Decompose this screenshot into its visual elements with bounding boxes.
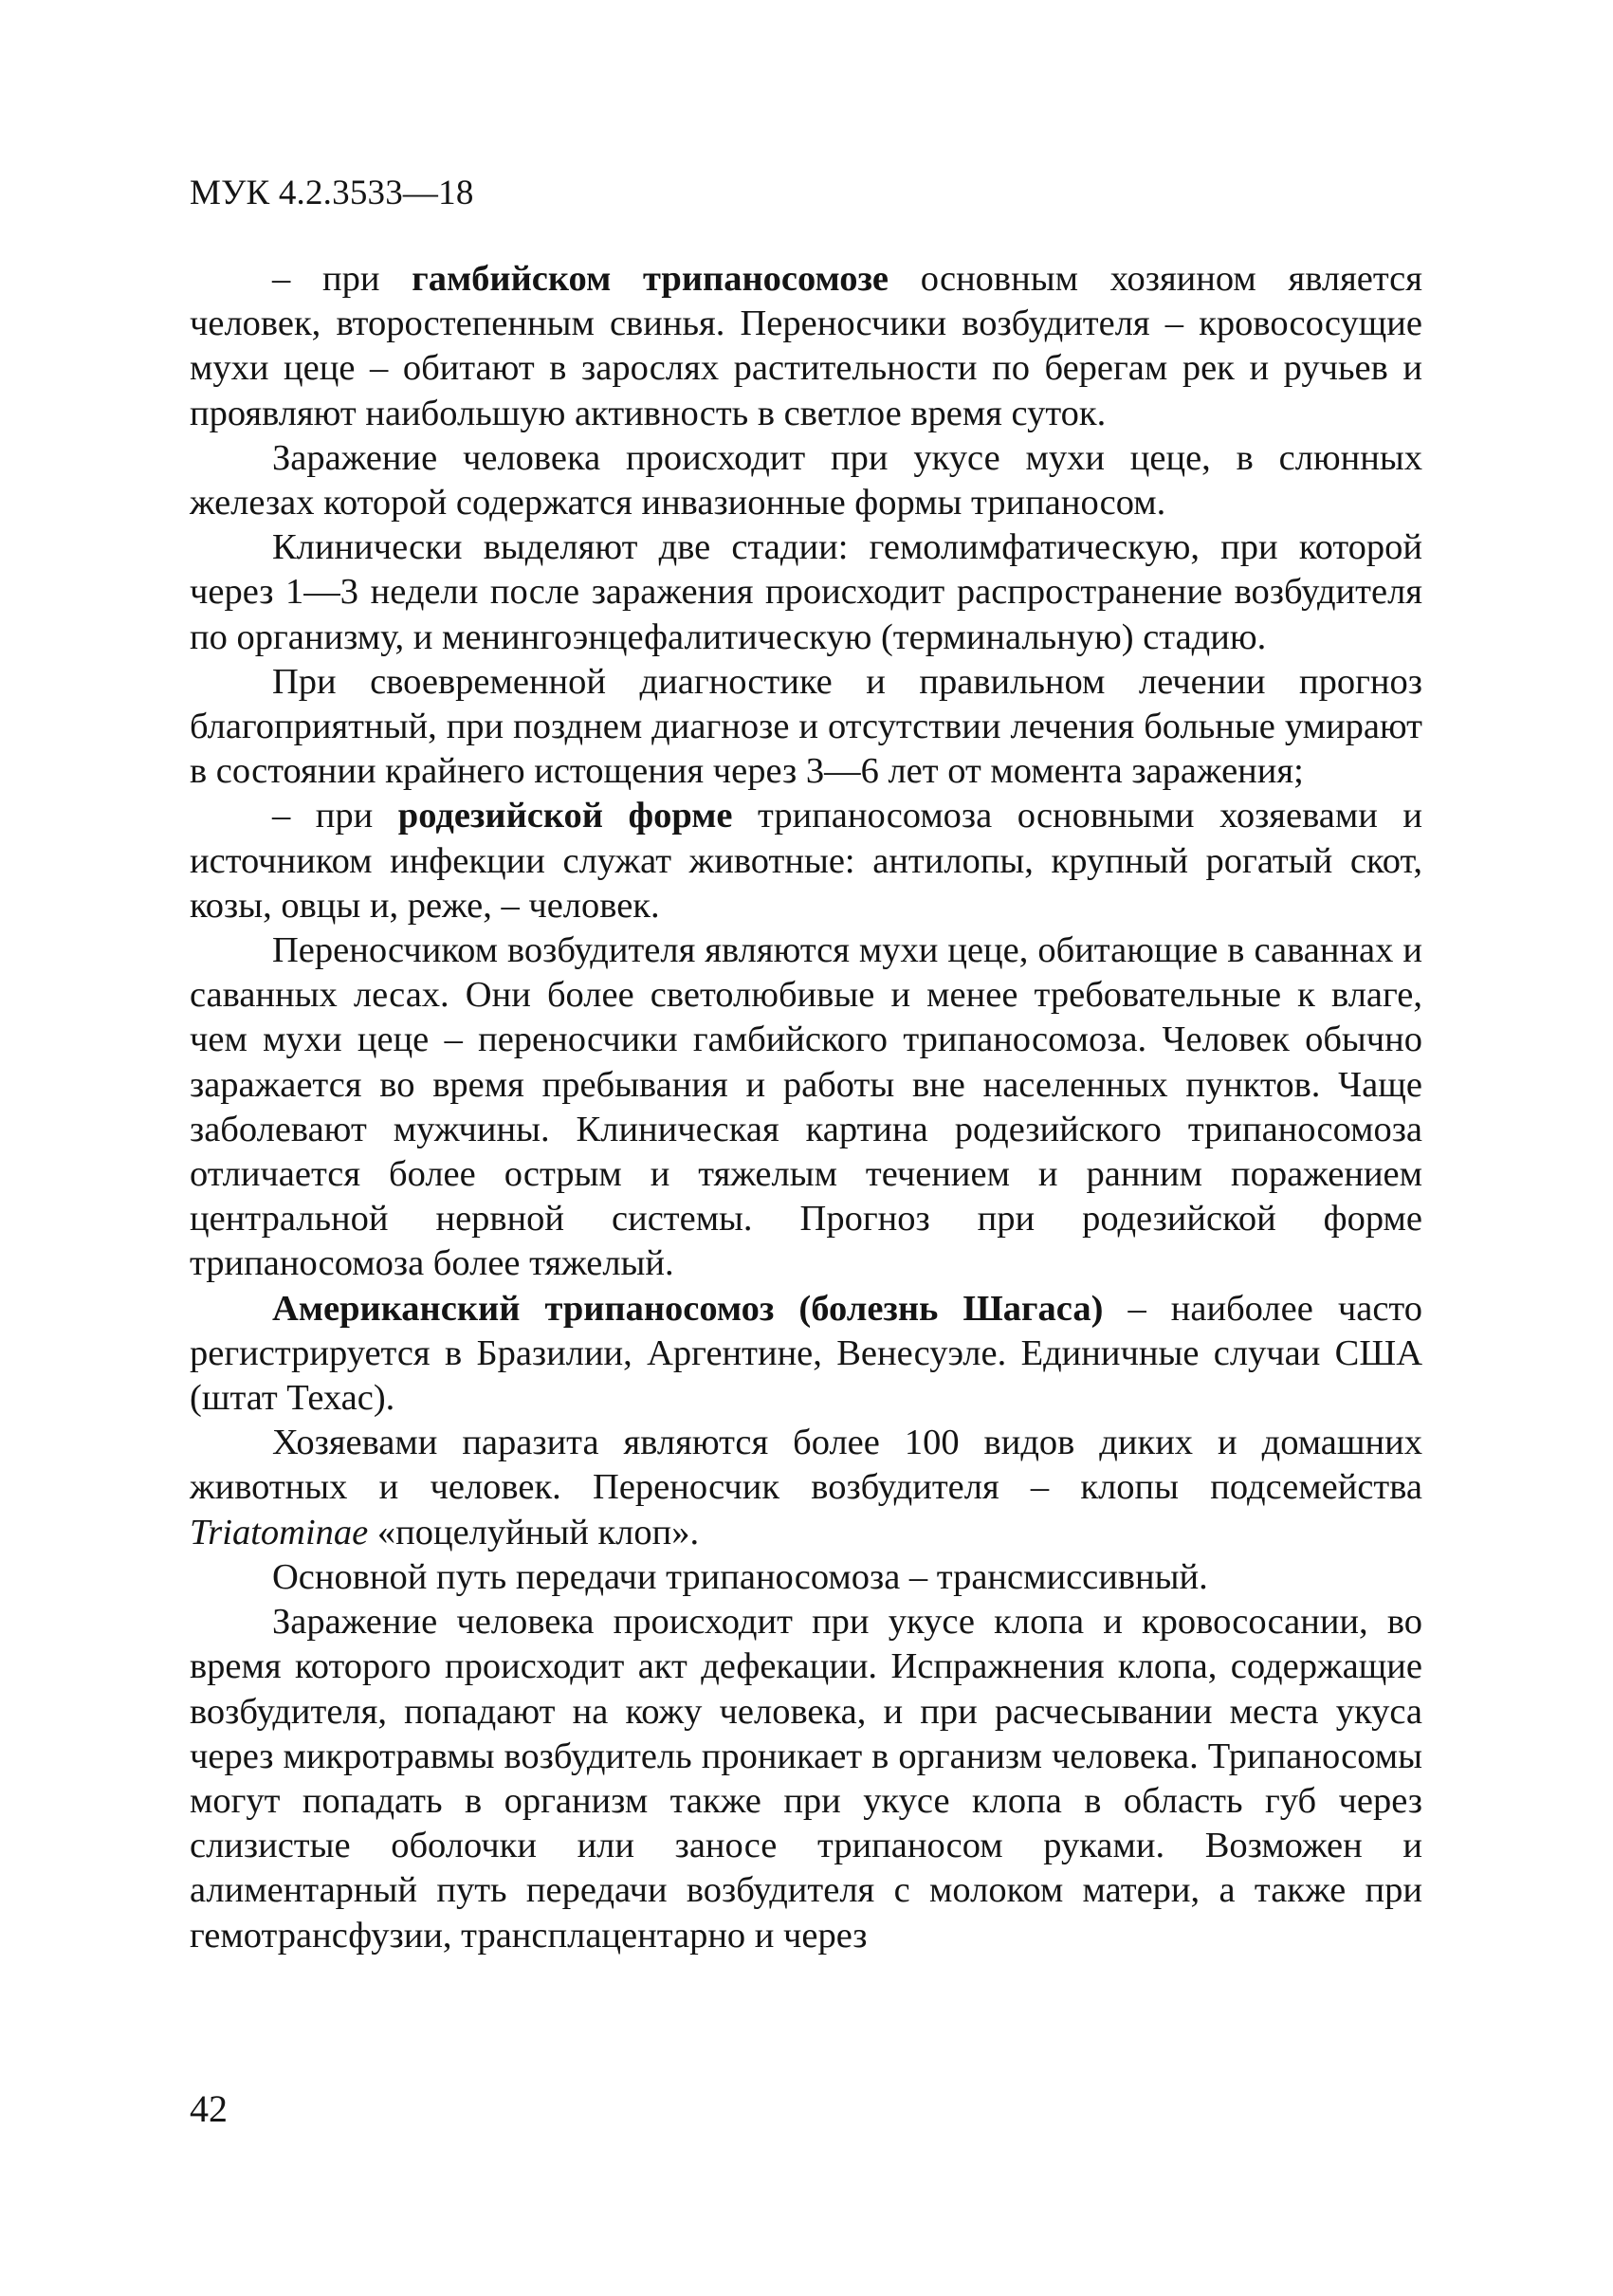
page-number: 42 <box>190 2087 228 2130</box>
paragraph <box>190 1555 1422 1600</box>
paragraph-text: Заражение человека происходит при укусе мухи цеце, в слюнных железах которой содержатся инвазионные формы трипаносом. <box>190 437 1422 523</box>
paragraph <box>190 1600 1422 1958</box>
paragraph-text: Заражение человека происходит при укусе клопа и кровососании, во время которого происходит акт дефекации. Испражнения клопа, содержащие возбудителя, попадают на кожу человека, и при расчесывании места укуса через микротравмы возбудитель проникает в организм человека. Трипаносомы могут попадать в организм также при укусе клопа в область губ через слизистые оболочки или заносе трипаносом руками. Возможен и алиментарный путь передачи возбудителя с молоком матери, а также при гемотрансфузии, трансплацентарно и через <box>190 1602 1422 1956</box>
running-head: МУК 4.2.3533—18 <box>190 174 474 212</box>
paragraph-text: Основной путь передачи трипаносомоза – трансмиссивный. <box>272 1556 1208 1597</box>
paragraph <box>190 928 1422 1287</box>
paragraph <box>190 794 1422 928</box>
bold-term: Американский трипаносомоз (болезнь Шагаса) <box>272 1288 1104 1329</box>
paragraph-text: Клинически выделяют две стадии: гемолимфатическую, при которой через 1—3 недели после заражения происходит распространение возбудителя по организму, и менингоэнцефалитическую (терминальную) стадию. <box>190 527 1422 657</box>
paragraph-text: – наиболее часто регистрируется в Бразилии, Аргентине, Венесуэле. Единичные случаи США (штат Техас). <box>190 1288 1422 1419</box>
paragraph <box>190 525 1422 660</box>
body-text <box>190 257 1422 1958</box>
bold-term: гамбийском трипаносомозе <box>412 259 889 299</box>
paragraph-text: «поцелуйный клоп». <box>368 1512 700 1552</box>
paragraph <box>190 257 1422 436</box>
paragraph-text: – при <box>272 259 412 299</box>
paragraph-text: Переносчиком возбудителя являются мухи цеце, обитающие в саваннах и саванных лесах. Они более светолюбивые и менее требовательные к влаге, чем мухи цеце – переносчики гамбийского трипаносомоза. Человек обычно заражается во время пребывания и работы вне населенных пунктов. Чаще заболевают мужчины. Клиническая картина родезийского трипаносомоза отличается более острым и тяжелым течением и ранним поражением центральной нервной системы. Прогноз при родезийской форме трипаносомоза более тяжелый. <box>190 930 1422 1284</box>
bold-term: родезийской форме <box>397 796 733 836</box>
paragraph <box>190 1421 1422 1555</box>
paragraph-text: основным хозяином является человек, второстепенным свинья. Переносчики возбудителя – кровососущие мухи цеце – обитают в зарослях растительности по берегам рек и ручьев и проявляют наибольшую активность в светлое время суток. <box>190 259 1422 433</box>
paragraph-text: При своевременной диагностике и правильном лечении прогноз благоприятный, при позднем диагнозе и отсутствии лечения больные умирают в состоянии крайнего истощения через 3—6 лет от момента заражения; <box>190 661 1422 792</box>
paragraph-text: трипаносомоза основными хозяевами и источником инфекции служат животные: антилопы, крупный рогатый скот, козы, овцы и, реже, – человек. <box>190 796 1422 926</box>
paragraph-text: Хозяевами паразита являются более 100 видов диких и домашних животных и человек. Переносчик возбудителя – клопы подсемейства <box>190 1423 1422 1508</box>
paragraph-text: – при <box>272 796 398 836</box>
italic-term: Triatominae <box>190 1512 369 1552</box>
paragraph <box>190 660 1422 795</box>
paragraph <box>190 436 1422 525</box>
paragraph <box>190 1287 1422 1422</box>
